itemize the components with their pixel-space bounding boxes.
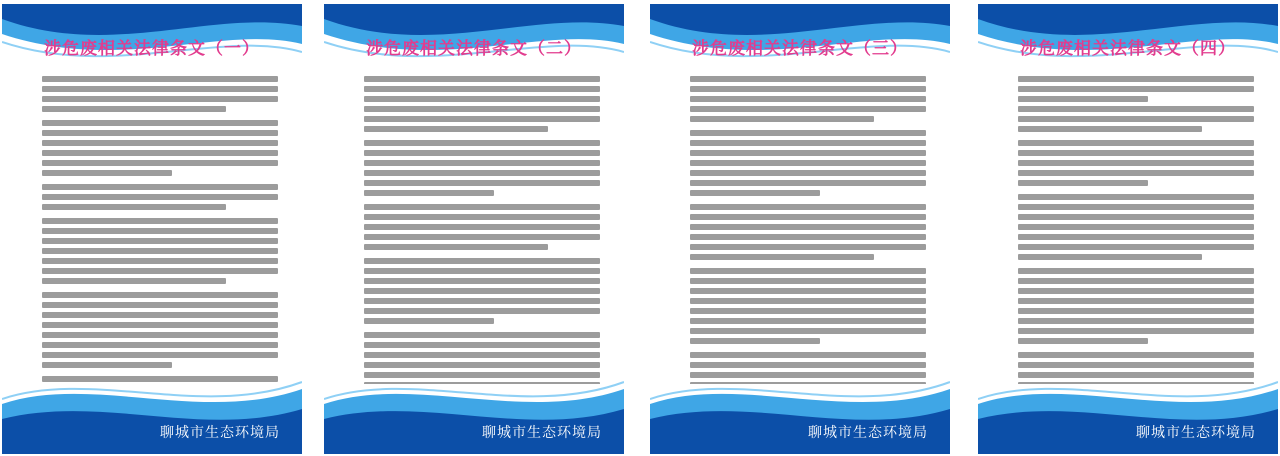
law-text-body [690,76,926,384]
panel-title: 涉危废相关法律条文（一） [44,39,260,59]
law-text-body [1018,76,1254,384]
law-text-body [364,76,600,384]
poster-panel-4 [978,4,1278,454]
poster-panel-1 [2,4,302,454]
footer-organization: 聊城市生态环境局 [482,425,602,441]
panel-title: 涉危废相关法律条文（三） [692,39,908,59]
law-text-body [42,76,278,384]
poster-panel-2 [324,4,624,454]
footer-organization: 聊城市生态环境局 [1136,425,1256,441]
footer-organization: 聊城市生态环境局 [160,425,280,441]
panel-title: 涉危废相关法律条文（四） [1020,39,1236,59]
poster-panel-3 [650,4,950,454]
panel-title: 涉危废相关法律条文（二） [366,39,582,59]
footer-organization: 聊城市生态环境局 [808,425,928,441]
